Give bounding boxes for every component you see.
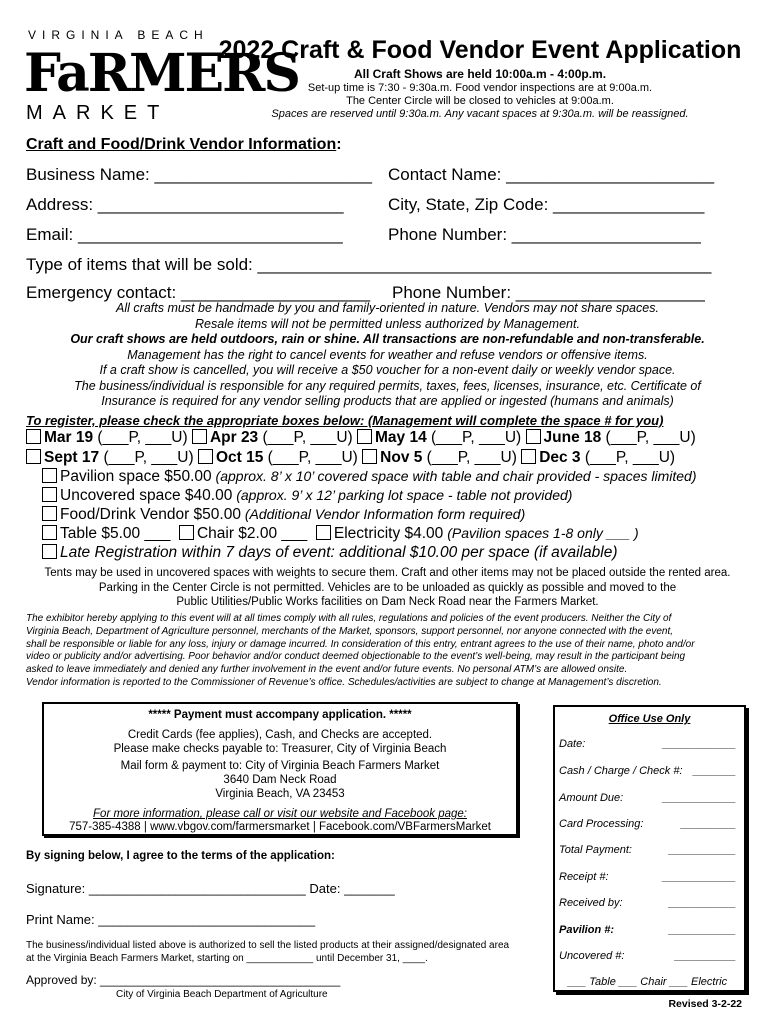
contact-links[interactable]: 757-385-4388 | www.vbgov.com/farmersmarket | Facebook.com/VBFarmersMarket xyxy=(69,821,491,833)
reserved-note: Spaces are reserved until 9:30a.m. Any vacant spaces at 9:30a.m. will be reassigned. xyxy=(271,108,689,120)
logo-bottom-text: MARKET xyxy=(26,102,170,124)
checkbox-food-vendor[interactable] xyxy=(42,506,57,521)
checkbox-mar-19[interactable] xyxy=(26,429,41,444)
contact-name-field[interactable]: Contact Name: ______________________ xyxy=(388,165,715,184)
checkbox-june-18[interactable] xyxy=(526,429,541,444)
office-row: Received by: ___________ xyxy=(559,897,736,909)
department-label: City of Virginia Beach Department of Agriculture xyxy=(116,989,328,1000)
email-field[interactable]: Email: ____________________________ xyxy=(26,225,343,244)
page-title: 2022 Craft & Food Vendor Event Application xyxy=(218,36,742,64)
rule-line: Resale items will not be permitted unless authorized by Management. xyxy=(195,316,580,331)
logo-main-text: FaRMERS xyxy=(24,43,299,104)
address-field[interactable]: Address: __________________________ xyxy=(26,195,344,214)
rule-line: Management has the right to cancel events for weather and refuse vendors or offensive items. xyxy=(127,347,648,362)
checkbox-sept-17[interactable] xyxy=(26,449,41,464)
checkbox-late-registration[interactable] xyxy=(42,544,57,559)
register-instructions: To register, please check the appropriate boxes below: (Management will complete the space # for you) xyxy=(26,413,664,428)
rule-line: All crafts must be handmade by you and family-oriented in nature. Vendors may not share spaces. xyxy=(116,301,659,315)
more-info-link[interactable]: For more information, please call or visit our website and Facebook page: xyxy=(93,808,467,820)
checkbox-pavilion[interactable] xyxy=(42,468,57,483)
signature-field[interactable]: Signature: ______________________________ Date: _______ xyxy=(26,881,395,896)
checkbox-oct-15[interactable] xyxy=(198,449,213,464)
agree-statement: By signing below, I agree to the terms of the application: xyxy=(26,850,335,862)
logo-top-text: VIRGINIA BEACH xyxy=(28,28,209,42)
office-extras: ___ Table ___ Chair ___ Electric xyxy=(567,976,728,988)
checkbox-chair[interactable] xyxy=(179,525,194,540)
office-row: Uncovered #: __________ xyxy=(559,950,736,962)
payment-title: ***** Payment must accompany application. ***** xyxy=(148,709,412,721)
revised-date: Revised 3-2-22 xyxy=(668,998,742,1010)
center-circle-note: The Center Circle will be closed to vehicles at 9:00a.m. xyxy=(346,95,614,107)
authorization-line-2: at the Virginia Beach Farmers Market, starting on ____________ until December 31, ____. xyxy=(26,953,428,964)
checkbox-may-14[interactable] xyxy=(357,429,372,444)
office-row: Total Payment: ___________ xyxy=(559,844,736,856)
checkbox-electricity[interactable] xyxy=(316,525,331,540)
print-name-field[interactable]: Print Name: ______________________________ xyxy=(26,912,316,927)
city-state-zip-field[interactable]: City, State, Zip Code: ________________ xyxy=(388,195,705,214)
office-row: Card Processing: _________ xyxy=(559,818,736,830)
tents-block: Tents may be used in uncovered spaces with weights to secure them. Craft and other items may not be placed outside the rented area. Parking in the Center Circle is not permitted. Vehicles are to be unloaded as quickly as possible and moved to the Public Utilities/Public Works facilities on Dam Neck Road near the Farmers Market. xyxy=(44,567,731,608)
business-name-field[interactable]: Business Name: _______________________ xyxy=(26,165,372,184)
emergency-phone-field[interactable]: Phone Number: ____________________ xyxy=(392,283,705,302)
checkbox-nov-5[interactable] xyxy=(362,449,377,464)
office-use-heading: Office Use Only xyxy=(608,713,691,725)
option-late: Late Registration within 7 days of event: additional $10.00 per space (if available) xyxy=(42,544,617,562)
items-sold-field[interactable]: Type of items that will be sold: ________________________________________________ xyxy=(26,255,712,274)
office-row: Receipt #: ____________ xyxy=(559,871,736,883)
rule-line: Insurance is required for any vendor selling products that are applied or ingested (humans and animals) xyxy=(101,394,674,408)
rule-line: Our craft shows are held outdoors, rain or shine. All transactions are non-refundable and non-transferable. xyxy=(70,332,705,346)
rule-line: The business/individual is responsible for any required permits, taxes, fees, licenses, insurance, etc. Certificate of xyxy=(74,378,701,393)
emergency-contact-field[interactable]: Emergency contact: ____________________ xyxy=(26,283,371,302)
payment-box: ***** Payment must accompany application. ***** Credit Cards (fee applies), Cash, and Checks are accepted. Please make checks payable to: Treasurer, City of Virginia Beach Mail form & payment to: City of Virginia Beach Farmers Market 3640 Dam Neck Road Virginia Beach, VA 23453 For more information, please call or visit our website and Facebook page: 757-385-4388 | www.vbgov.com/farmersmarket | Facebook.com/VBFarmersMarket xyxy=(42,702,518,836)
phone-number-field[interactable]: Phone Number: ____________________ xyxy=(388,225,701,244)
rule-line: If a craft show is cancelled, you will receive a $50 voucher for a non-event daily or weekly vendor space. xyxy=(99,363,676,377)
office-use-box xyxy=(553,705,746,992)
checkbox-uncovered[interactable] xyxy=(42,487,57,502)
option-uncovered: Uncovered space $40.00 (approx. 9’ x 12’ parking lot space - table not provided) xyxy=(42,487,572,505)
office-row: Pavilion #: ___________ xyxy=(559,924,736,936)
date-row-2: Sept 17 (___P, ___U) Oct 15 (___P, ___U) Nov 5 (___P, ___U) Dec 3 (___P, ___U) xyxy=(26,449,675,467)
office-row: Date: ____________ xyxy=(559,738,736,750)
office-row: Amount Due: ____________ xyxy=(559,792,736,804)
option-extras: Table $5.00 ___ Chair $2.00 ___ Electricity $4.00 (Pavilion spaces 1-8 only ___ ) xyxy=(42,525,639,543)
vendor-info-heading: Craft and Food/Drink Vendor Information: xyxy=(26,136,342,153)
setup-time: Set-up time is 7:30 - 9:30a.m. Food vendor inspections are at 9:00a.m. xyxy=(307,82,653,94)
option-food: Food/Drink Vendor $50.00 (Additional Vendor Information form required) xyxy=(42,506,525,524)
authorization-line-1: The business/individual listed above is authorized to sell the listed products at their assigned/designated area xyxy=(26,940,510,951)
option-pavilion: Pavilion space $50.00 (approx. 8’ x 10’ covered space with table and chair provided - spaces limited) xyxy=(42,468,696,486)
date-row-1: Mar 19 (___P, ___U) Apr 23 (___P, ___U) May 14 (___P, ___U) June 18 (___P, ___U) xyxy=(26,429,696,447)
shows-hours: All Craft Shows are held 10:00a.m - 4:00p.m. xyxy=(353,67,607,81)
rules-block xyxy=(20,301,755,410)
checkbox-dec-3[interactable] xyxy=(521,449,536,464)
legal-disclaimer: The exhibitor hereby applying to this event will at all times comply with all rules, regulations and policies of the event producers. Neither the City of Virginia Beach, Department of Agriculture personnel, merchants of the Market, sponsors, support personnel, nor anyone connected with the event, shall be responsible or liable for any loss, injury or damage incurred. In consideration of this entry, entrant agrees to the use of their name, photo and/or video or publicity and/or advertising. Poor behavior and/or conduct deemed objectionable to the event’s well-being, may result in the participant being asked to leave immediately and denied any further involvement in the event and/or future events. No personal ATM’s are allowed onsite. Vendor information is reported to the Commissioner of Revenue’s office. Schedules/activities are subject to change at Management’s discretion. xyxy=(26,613,695,688)
checkbox-table[interactable] xyxy=(42,525,57,540)
checkbox-apr-23[interactable] xyxy=(192,429,207,444)
approved-by-field[interactable]: Approved by: ____________________________________ xyxy=(26,973,341,987)
office-row: Cash / Charge / Check #: _______ xyxy=(559,765,736,777)
